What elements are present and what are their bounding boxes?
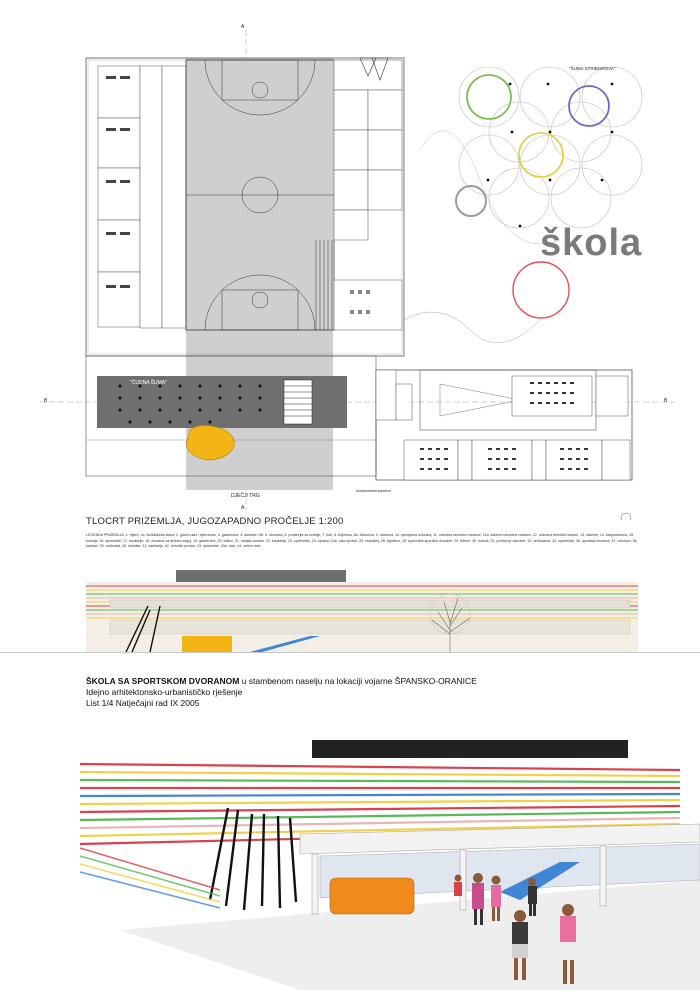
label-entrance-note: koncentrirani kolodvor xyxy=(356,489,392,493)
elevation-drawing xyxy=(0,560,700,652)
plan-title: TLOCRT PRIZEMLJA, JUGOZAPADNO PROČELJE 1:200 xyxy=(86,516,344,527)
plan-legend: LEGENDA PRIZEMLJA: 1. trijem, 1a. biciklistička staza, 2. glavni ulaz i vjetrobran, 3. garderoba, 4. stubište i lift, 5. zbornica, 6. prostorija za učitelje, 7. hall, 8. knjižnica, 8a. čitaonica, 9. učionica, 10. specijalna učionica, 11. učionica razredne nastave, 11a. kabinet razredne nastave, 12. učionica tehničke kulture, 13. kabinet, 14. blagovaonica, 15. kuhinja, 16. spremište, 17. sanitarije, 18. dvorana za tjelesni odgoj, 19. garderobe, 20. tuševi, 21. vanjski prostor, 22. sanitarije, 23. spremište, 24. uprava, 24a. ulaz uprave, 25. ravnatelj, 26. tajništvo, 28. spremište sportske dvorane, 29. tribine, 30. hodnik, 31. predvorje dvorane, 32. ambulanta, 33. spremište, 36. sportska dvorana, 37. učionica, 38. kabinet, 39. radionica, 40. stubište, 41. sanitarije, 42. tehnički prostor, 43. spremište, 43a. ulaz, 44. zeleni otok xyxy=(86,533,638,549)
brand-word: škola xyxy=(540,222,643,264)
label-suma-striborova: "ŠUMA STRIBOROVA" xyxy=(569,66,616,71)
section-marker-right: B xyxy=(664,398,668,404)
project-title-rest: u stambenom naselju na lokaciji vojarne ŠPANSKO-ORANICE xyxy=(239,676,477,686)
red-island-circle xyxy=(513,262,569,318)
section-marker-left: B xyxy=(44,398,48,404)
project-info xyxy=(86,676,477,709)
label-djecji-trg: DJEČJI TRG xyxy=(231,493,260,499)
gray-island-circle xyxy=(456,186,486,216)
green-island-circle xyxy=(467,75,511,119)
yellow-island-circle xyxy=(519,133,563,177)
project-sheet: List 1/4 Natječajni rad IX 2005 xyxy=(86,698,200,708)
project-title-bold: ŠKOLA SA SPORTSKOM DVORANOM xyxy=(86,676,240,686)
label-cudna-suma: "ČUDNA ŠUMA" xyxy=(130,380,167,386)
project-subtitle: Idejno arhitektonsko-urbanističko rješenje xyxy=(86,687,243,697)
perspective-render xyxy=(0,730,700,990)
blue-island-circle xyxy=(569,86,609,126)
section-divider xyxy=(0,652,700,653)
section-marker-bottom: A xyxy=(241,505,245,511)
section-marker-top: A xyxy=(241,24,245,30)
project-title-line xyxy=(86,676,477,687)
